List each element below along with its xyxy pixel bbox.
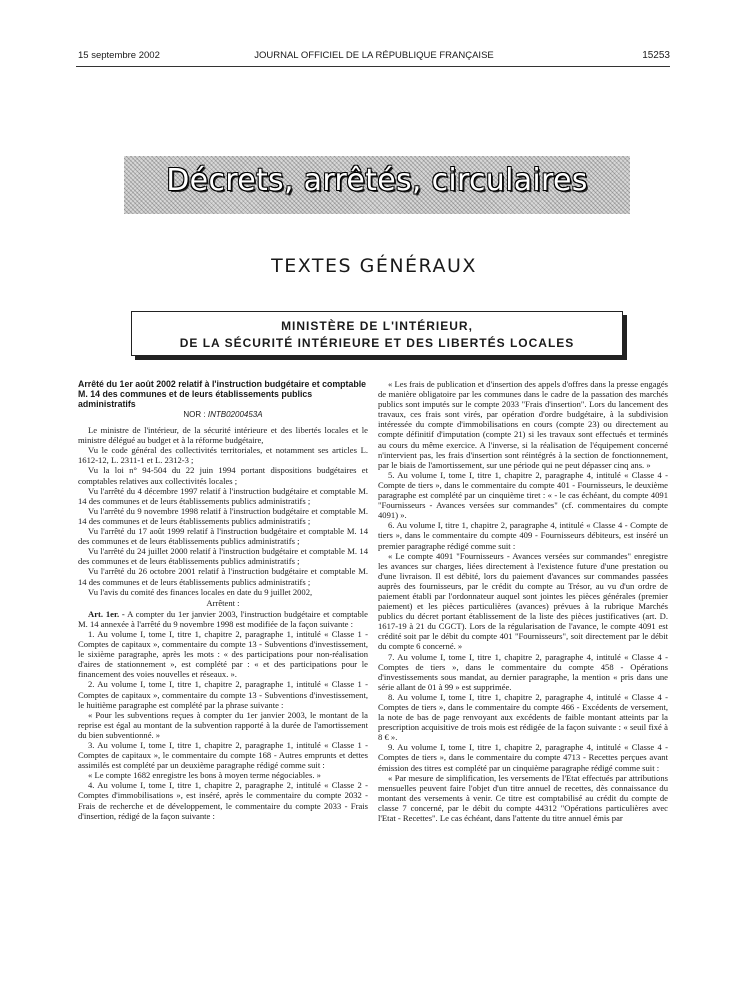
paragraph: Vu l'arrêté du 24 juillet 2000 relatif à l'instruction budgétaire et comptable M. 14 des communes et de leurs établissements publics administratifs ; [78,546,368,567]
nor-reference: INTB0200453A [207,410,263,419]
page-header [78,50,670,64]
paragraph: Vu le code général des collectivités territoriales, et notamment ses articles L. 1612-12, L. 2311-1 et L. 2312-3 ; [78,445,368,466]
article-1 [78,609,368,629]
banner-title: Décrets, arrêtés, circulaires [166,163,588,198]
ministry-box [131,311,623,356]
paragraph: 6. Au volume I, titre 1, chapitre 2, paragraphe 4, intitulé « Classe 4 - Compte de tiers », dans le commentaire du compte 409 - Fournisseurs débiteurs, est inséré un premier paragraphe rédigé comme suit : [378,520,668,551]
ministry-line-1: MINISTÈRE DE L'INTÉRIEUR, [281,319,473,333]
paragraph: « Pour les subventions reçues à compter du 1er janvier 2003, le montant de la reprise est égal au montant de la subvention rapporté à la durée de l'amortissement du bien subventionné. » [78,709,368,740]
paragraph: « Le compte 1682 enregistre les bons à moyen terme négociables. » [88,770,321,781]
header-rule [76,66,670,67]
header-journal-title: JOURNAL OFFICIEL DE LA RÉPUBLIQUE FRANÇAISE [254,50,494,61]
paragraph: « Le compte 4091 "Fournisseurs - Avances versées sur commandes" enregistre les avances sur charges, liées directement à l'existence future d'une prestation ou d'une livraison. Il est débité, lors du paiement d'avances sur commandes passées auprès des fournisseurs, par le crédit du compte au Trésor, au vu d'un ordre de paiement établi par l'ordonnateur auquel sont jointes les pièces générales (premier paiement) et les pièces particulières (avances) prévues à la rubrique Marchés publics du décret portant établissement de la liste des pièces justificatives (art. D. 1617-19 à 21 du CGCT). Lors de la régularisation de l'avance, le compte 4091 est crédité soit par le débit du compte 401 "Fournisseurs", soit directement par le débit du compte 6 concerné. » [378,550,668,652]
ministry-line-2: DE LA SÉCURITÉ INTÉRIEURE ET DES LIBERTÉS LOCALES [179,336,575,350]
nor-label: NOR : [183,410,206,419]
arrete-title: Arrêté du 1er août 2002 relatif à l'instruction budgétaire et comptable M. 14 des communes et de leurs établissements publics administratifs [78,379,367,409]
paragraph: 7. Au volume I, tome I, titre 1, chapitre 2, paragraphe 4, intitulé « Classe 4 - Comptes de tiers », dans le commentaire du compte 458 - Opérations d'investissements sous mandat, au dernier paragraphe, la mention « pris dans une série allant de 01 à 99 » est supprimée. [378,651,668,692]
paragraph: 4. Au volume I, tome I, titre 1, chapitre 2, paragraphe 2, intitulé « Classe 2 - Comptes d'immobilisations », est inséré, après le commentaire du compte 2032 - Frais de recherche et de développement, le commentaire du compte 2033 - Frais d'insertion, rédigé de la façon suivante : [78,780,368,821]
left-column [78,379,368,821]
paragraph: 2. Au volume I, tome I, titre 1, chapitre 2, paragraphe 1, intitulé « Classe 1 - Comptes de capitaux », commentaire du compte 13 - Subventions d'investissement, le huitième paragraphe est complété par la phrase suivante : [78,679,368,710]
right-column [378,379,668,823]
paragraph: 3. Au volume I, tome I, titre 1, chapitre 2, paragraphe 1, intitulé « Classe 1 - Comptes de capitaux », le commentaire du compte 168 - Autres emprunts et dettes assimilés est complété par un deuxième paragraphe rédigé comme suit : [78,740,368,771]
article-1-text: A compter du 1er janvier 2003, l'instruction budgétaire et comptable M. 14 annexée à l'arrêté du 9 novembre 1998 est modifiée de la façon suivante : [78,608,368,629]
header-date: 15 septembre 2002 [78,50,160,61]
paragraph: « Par mesure de simplification, les versements de l'Etat effectués par attributions mensuelles peuvent faire l'objet d'un titre annuel de recettes, dès connaissance du montant des versements à venir. Ce titre est comptabilisé au crédit du compte de classe 7 concerné, par le débit du compte 44312 "Opérations particulières avec l'Etat - Recettes". Le cas échéant, dans l'attente du titre annuel émis par [378,772,668,824]
paragraph: Vu l'arrêté du 4 décembre 1997 relatif à l'instruction budgétaire et comptable M. 14 des communes et de leurs établissements publics administratifs ; [78,485,368,506]
section-title: TEXTES GÉNÉRAUX [271,255,477,277]
article-1-lead: Art. 1er. - [88,608,125,619]
paragraph: 9. Au volume I, tome I, titre 1, chapitre 2, paragraphe 4, intitulé « Classe 4 - Comptes de tiers », dans le commentaire du compte 4713 - Recettes perçues avant émission des titres est complété par un cinquième paragraphe rédigé comme suit : [378,742,668,773]
header-page-number: 15253 [642,50,670,61]
paragraph: Le ministre de l'intérieur, de la sécurité intérieure et des libertés locales et le ministre délégué au budget et à la réforme budgétaire, [78,425,368,446]
section-banner [124,156,630,214]
nor-line [78,410,368,420]
paragraph: Vu l'avis du comité des finances locales en date du 9 juillet 2002, [88,586,313,597]
paragraph: 1. Au volume I, tome I, titre 1, chapitre 2, paragraphe 1, intitulé « Classe 1 - Comptes de capitaux », commentaire du compte 13 - Subventions d'investissement, le sixième paragraphe, après les mots : « des participations pour non-réalisation d'aires de stationnement », est complété par : « et des participations pour le financement des voies nouvelles et réseaux. ». [78,628,368,680]
paragraph: Vu l'arrêté du 17 août 1999 relatif à l'instruction budgétaire et comptable M. 14 des communes et de leurs établissements publics administratifs ; [78,526,368,547]
paragraph: 8. Au volume I, tome I, titre 1, chapitre 2, paragraphe 4, intitulé « Classe 4 - Comptes de tiers », dans le commentaire du compte 466 - Excédents de versement, la note de bas de page renvoyant aux excédents de faible montant atteints par la prescription acquisitive de trois mois est rédigée de la façon suivante : « seuil fixé à 8 € ». [378,691,668,743]
paragraph: Vu la loi n° 94-504 du 22 juin 1994 portant dispositions budgétaires et comptables relatives aux collectivités locales ; [78,465,368,486]
paragraph: 5. Au volume I, tome I, titre 1, chapitre 2, paragraphe 4, intitulé « Classe 4 - Compte de tiers », dans le commentaire du compte 401 - Fournisseurs, le deuxième paragraphe est complété par un cinquième tiret : « - le cas échéant, du compte 4091 "Fournisseurs - Avances versées sur commandes" (cf. commentaires du compte 4091) ». [378,469,668,521]
paragraph: Vu l'arrêté du 26 octobre 2001 relatif à l'instruction budgétaire et comptable M. 14 des communes et de leurs établissements publics administratifs ; [78,566,368,587]
arretent-line: Arrêtent : [206,597,240,608]
paragraph: Vu l'arrêté du 9 novembre 1998 relatif à l'instruction budgétaire et comptable M. 14 des communes et de leurs établissements publics administratifs ; [78,505,368,526]
paragraph: « Les frais de publication et d'insertion des appels d'offres dans la presse engagés de manière obligatoire par les communes dans le cadre de la passation des marchés publics sont imputés sur le compte 2033 "Frais d'insertion". Lors du lancement des travaux, ces frais sont virés, par opération d'ordre budgétaire, à la subdivision intéressée du compte d'immobilisations en cours (compte 23) ou directement au compte définitif d'imputation (compte 21) si les travaux sont effectués et terminés au cours du même exercice. A l'inverse, si la réalisation de l'équipement concerné n'intervient pas, les frais d'insertion sont réintégrés à la section de fonctionnement, par le biais de l'amortissement, sur une période qui ne peut dépasser cinq ans. » [378,379,668,470]
